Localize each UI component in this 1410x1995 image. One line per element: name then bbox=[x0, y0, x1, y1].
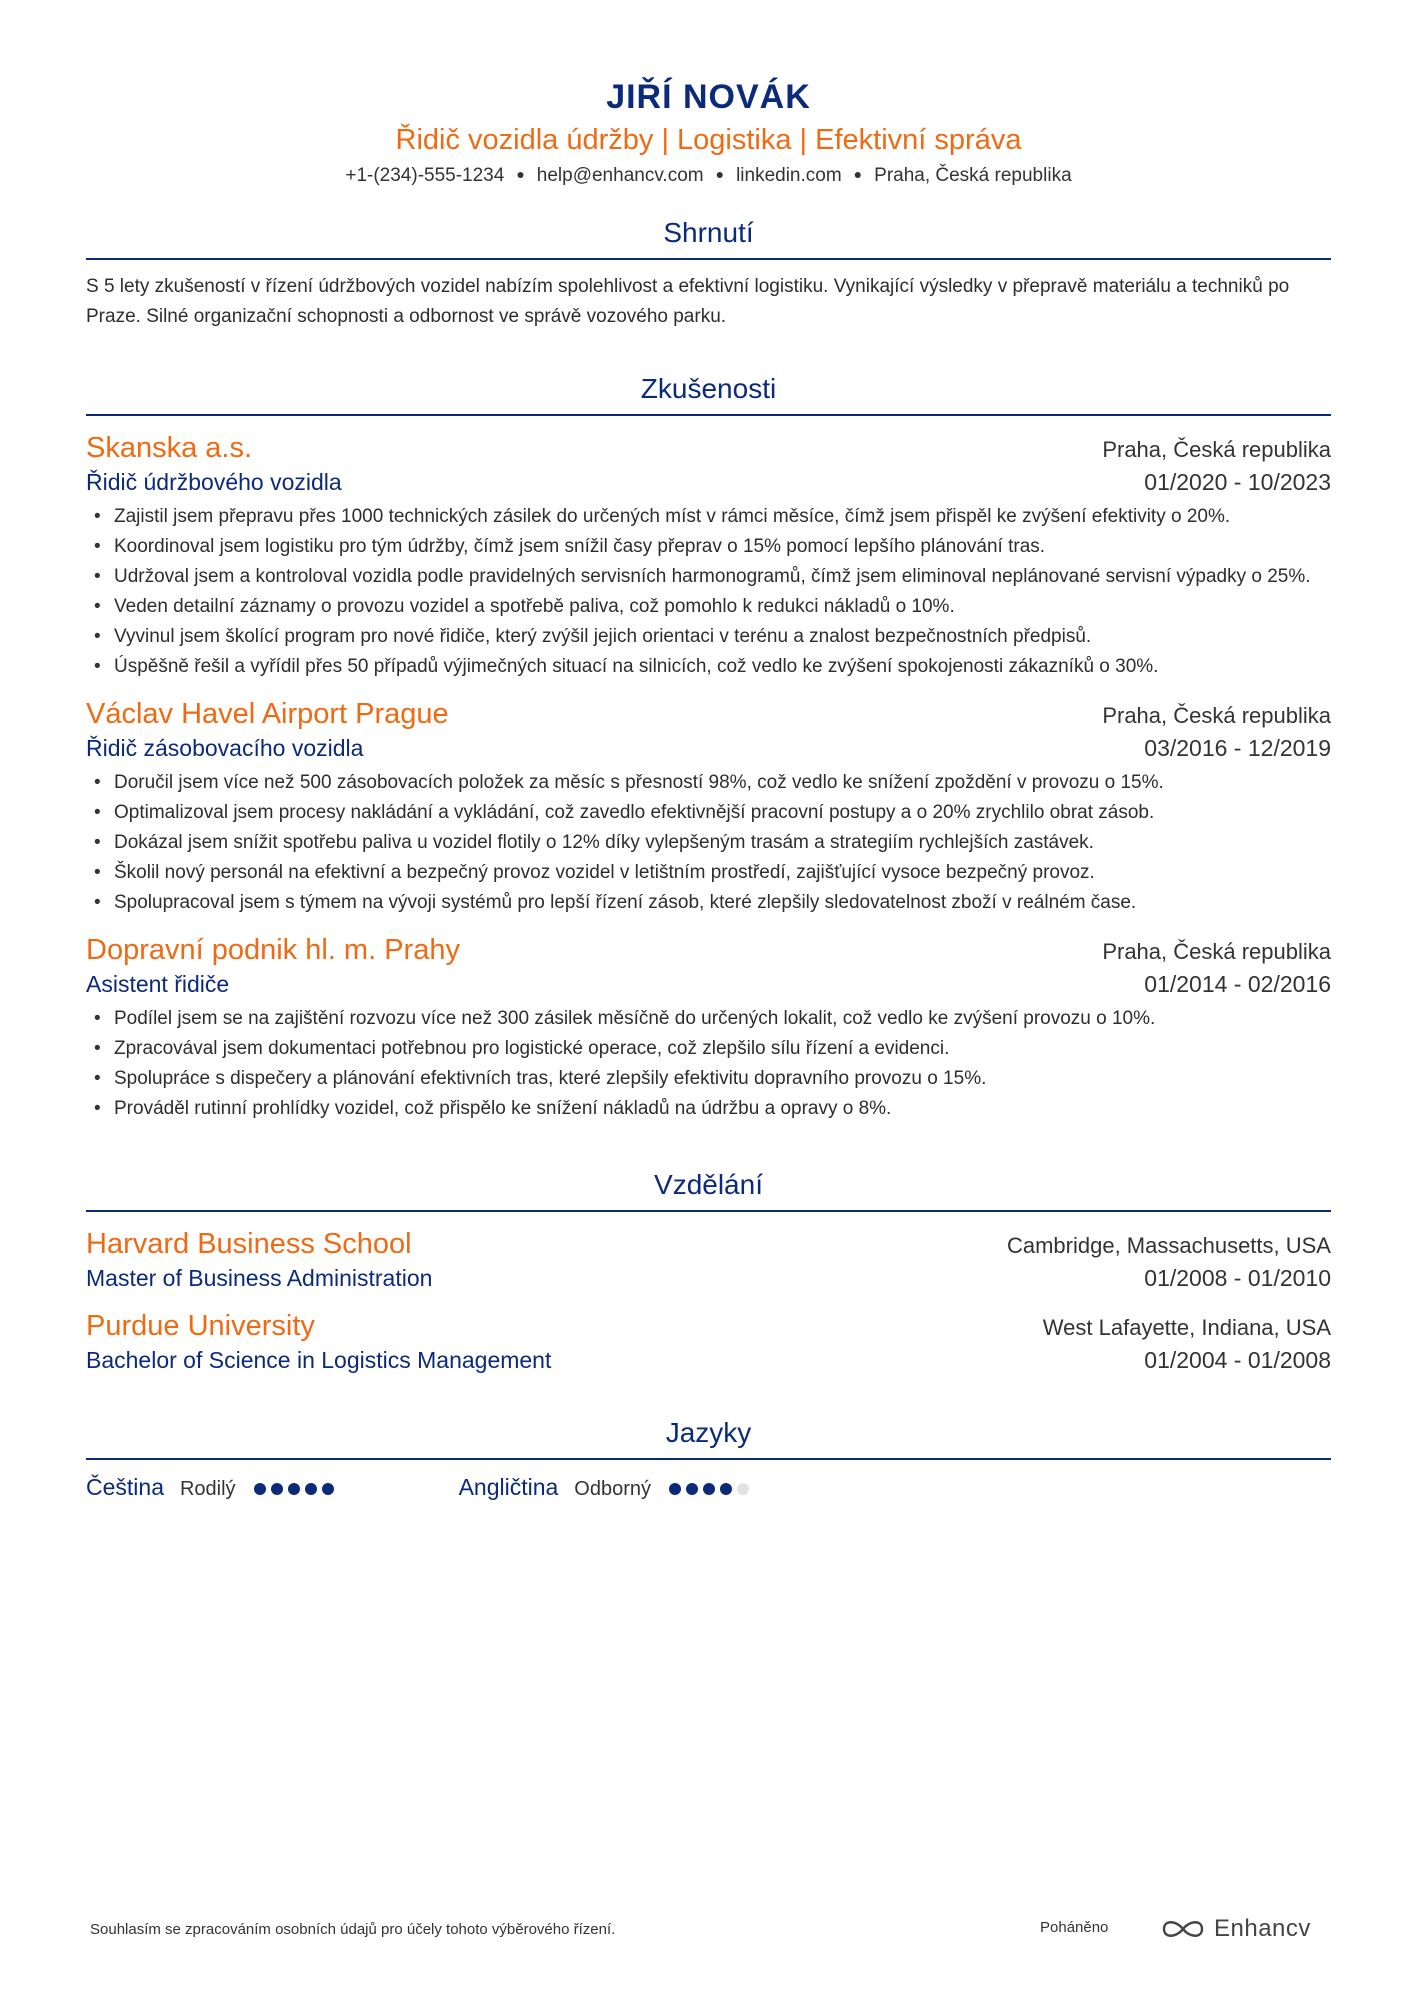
contact-separator: ● bbox=[715, 166, 725, 182]
job-bullet: • Koordinoval jsem logistiku pro tým údržby, čímž jsem snížil časy přeprav o 15% pomocí lepšího plánování tras. bbox=[86, 532, 1331, 562]
job-bullet: • Spolupracoval jsem s týmem na vývoji systémů pro lepší řízení zásob, které zlepšily sledovatelnost zboží v reálném čase. bbox=[86, 888, 1331, 918]
job-entry bbox=[86, 430, 1331, 682]
rating-dot-filled bbox=[254, 1483, 266, 1495]
education-header-row bbox=[86, 1308, 1331, 1344]
job-bullets bbox=[86, 1004, 1331, 1124]
job-role-row bbox=[86, 732, 1331, 764]
brand-name: Enhancv bbox=[1214, 1915, 1311, 1942]
language-level: Rodilý bbox=[179, 1478, 236, 1500]
section-title-summary: Shrnutí bbox=[663, 217, 754, 248]
school-name: Purdue University bbox=[86, 1310, 315, 1342]
contact-line bbox=[86, 162, 1331, 190]
education-dates: 01/2008 - 01/2010 bbox=[1144, 1265, 1331, 1291]
company-name: Václav Havel Airport Prague bbox=[86, 698, 449, 730]
job-bullet: • Optimalizoval jsem procesy nakládání a vykládání, což zavedlo efektivnější pracovní postupy a o 20% zrychlilo obrat zásob. bbox=[86, 798, 1331, 828]
language-list bbox=[86, 1474, 1331, 1501]
job-bullets bbox=[86, 768, 1331, 918]
job-dates: 03/2016 - 12/2019 bbox=[1144, 735, 1331, 761]
job-bullet: • Udržoval jsem a kontroloval vozidla podle pravidelných servisních harmonogramů, čímž jsem eliminoval neplánované servisní výpadky o 25%. bbox=[86, 562, 1331, 592]
languages-section bbox=[86, 1414, 1331, 1501]
job-location: Praha, Česká republika bbox=[1102, 437, 1331, 462]
school-location: Cambridge, Massachusetts, USA bbox=[1006, 1233, 1331, 1258]
job-bullet: • Prováděl rutinní prohlídky vozidel, což přispělo ke snížení nákladů na údržbu a opravy o 8%. bbox=[86, 1094, 1331, 1124]
contact-separator: ● bbox=[516, 166, 525, 182]
powered-by-label: Poháněno bbox=[1040, 1919, 1109, 1936]
job-role-row bbox=[86, 968, 1331, 1000]
contact-email: help@enhancv.com bbox=[536, 165, 704, 186]
degree-name: Bachelor of Science in Logistics Management bbox=[86, 1347, 552, 1373]
language-name: Angličtina bbox=[458, 1474, 559, 1500]
rating-dot-filled bbox=[305, 1483, 317, 1495]
job-bullet: • Doručil jsem více než 500 zásobovacích položek za měsíc s přesností 98%, což vedlo ke snížení zpoždění v provozu o 15%. bbox=[86, 768, 1331, 798]
candidate-name: JIŘÍ NOVÁK bbox=[606, 78, 811, 116]
resume-header bbox=[86, 0, 1331, 190]
footer bbox=[90, 1915, 1320, 1955]
job-bullet: • Zpracovával jsem dokumentaci potřebnou pro logistické operace, což zlepšilo sílu řízení a evidenci. bbox=[86, 1034, 1331, 1064]
rating-dot-filled bbox=[720, 1483, 732, 1495]
job-header-row bbox=[86, 430, 1331, 466]
section-divider bbox=[86, 1458, 1331, 1460]
education-header-row bbox=[86, 1226, 1331, 1262]
language-rating bbox=[669, 1483, 749, 1495]
job-bullets bbox=[86, 502, 1331, 682]
rating-dot-filled bbox=[703, 1483, 715, 1495]
section-divider bbox=[86, 414, 1331, 416]
candidate-tagline: Řidič vozidla údržby | Logistika | Efektivní správa bbox=[395, 124, 1022, 156]
job-dates: 01/2020 - 10/2023 bbox=[1144, 469, 1331, 495]
language-level: Odborný bbox=[574, 1478, 652, 1500]
education-list bbox=[86, 1226, 1331, 1376]
summary-section bbox=[86, 214, 1331, 332]
job-bullet: • Podílel jsem se na zajištění rozvozu více než 300 zásilek měsíčně do určených lokalit, což vedlo ke zvýšení provozu o 10%. bbox=[86, 1004, 1331, 1034]
school-location: West Lafayette, Indiana, USA bbox=[1042, 1315, 1331, 1340]
job-title: Asistent řidiče bbox=[86, 971, 230, 997]
job-entry bbox=[86, 932, 1331, 1124]
degree-name: Master of Business Administration bbox=[86, 1265, 433, 1291]
job-header-row bbox=[86, 696, 1331, 732]
rating-dot-filled bbox=[669, 1483, 681, 1495]
education-degree-row bbox=[86, 1262, 1331, 1294]
job-location: Praha, Česká republika bbox=[1102, 703, 1331, 728]
section-title-languages: Jazyky bbox=[665, 1417, 752, 1448]
language-rating bbox=[254, 1483, 334, 1495]
rating-dot-filled bbox=[271, 1483, 283, 1495]
job-title: Řidič údržbového vozidla bbox=[86, 469, 342, 495]
job-bullet: • Dokázal jsem snížit spotřebu paliva u vozidel flotily o 12% díky vylepšeným trasám a strategiím rychlejších zastávek. bbox=[86, 828, 1331, 858]
contact-phone: +1-(234)-555-1234 bbox=[345, 165, 505, 186]
education-entry bbox=[86, 1308, 1331, 1376]
job-bullet: • Vyvinul jsem školící program pro nové řidiče, který zvýšil jejich orientaci v terénu a znalost bezpečnostních předpisů. bbox=[86, 622, 1331, 652]
company-name: Dopravní podnik hl. m. Prahy bbox=[86, 934, 460, 966]
job-bullet: • Spolupráce s dispečery a plánování efektivních tras, které zlepšily efektivitu dopravního provozu o 15%. bbox=[86, 1064, 1331, 1094]
education-entry bbox=[86, 1226, 1331, 1294]
job-bullet: • Zajistil jsem přepravu přes 1000 technických zásilek do určených míst v rámci měsíce, čímž jsem přispěl ke zvýšení efektivity o 20%. bbox=[86, 502, 1331, 532]
company-name: Skanska a.s. bbox=[86, 432, 253, 464]
brand-logo[interactable] bbox=[1160, 1915, 1311, 1943]
school-name: Harvard Business School bbox=[86, 1228, 412, 1260]
section-divider bbox=[86, 1210, 1331, 1212]
job-list bbox=[86, 430, 1331, 1124]
summary-text: S 5 lety zkušeností v řízení údržbových vozidel nabízím spolehlivost a efektivní logistiku. Vynikající výsledky v přepravě materiálu a techniků po Praze. Silné organizační schopnosti a odbornost ve správě vozového parku. bbox=[86, 276, 1290, 327]
language-name: Čeština bbox=[86, 1474, 164, 1500]
section-divider bbox=[86, 258, 1331, 260]
job-bullet: • Školil nový personál na efektivní a bezpečný provoz vozidel v letištním prostředí, zajišťující vysoce bezpečný provoz. bbox=[86, 858, 1331, 888]
contact-location: Praha, Česká republika bbox=[874, 165, 1072, 186]
education-section bbox=[86, 1166, 1331, 1376]
rating-dot-filled bbox=[322, 1483, 334, 1495]
experience-section bbox=[86, 370, 1331, 1124]
language-item bbox=[86, 1474, 334, 1501]
consent-text: Souhlasím se zpracováním osobních údajů pro účely tohoto výběrového řízení. bbox=[90, 1921, 616, 1938]
job-title: Řidič zásobovacího vozidla bbox=[86, 735, 364, 761]
section-title-experience: Zkušenosti bbox=[640, 373, 777, 404]
job-entry bbox=[86, 696, 1331, 918]
job-bullet: • Veden detailní záznamy o provozu vozidel a spotřebě paliva, což pomohlo k redukci nákladů o 10%. bbox=[86, 592, 1331, 622]
enhancv-logo-icon bbox=[1160, 1916, 1206, 1942]
section-title-education: Vzdělání bbox=[654, 1169, 763, 1200]
rating-dot-filled bbox=[288, 1483, 300, 1495]
education-dates: 01/2004 - 01/2008 bbox=[1144, 1347, 1331, 1373]
language-item bbox=[459, 1474, 749, 1501]
rating-dot-empty bbox=[737, 1483, 749, 1495]
resume-page bbox=[86, 0, 1331, 1501]
job-location: Praha, Česká republika bbox=[1102, 939, 1331, 964]
rating-dot-filled bbox=[686, 1483, 698, 1495]
contact-separator: ● bbox=[853, 166, 863, 182]
education-degree-row bbox=[86, 1344, 1331, 1376]
job-header-row bbox=[86, 932, 1331, 968]
job-role-row bbox=[86, 466, 1331, 498]
job-dates: 01/2014 - 02/2016 bbox=[1144, 971, 1331, 997]
job-bullet: • Úspěšně řešil a vyřídil přes 50 případů výjimečných situací na silnicích, což vedlo ke zvýšení spokojenosti zákazníků o 30%. bbox=[86, 652, 1331, 682]
contact-linkedin: linkedin.com bbox=[736, 165, 842, 186]
